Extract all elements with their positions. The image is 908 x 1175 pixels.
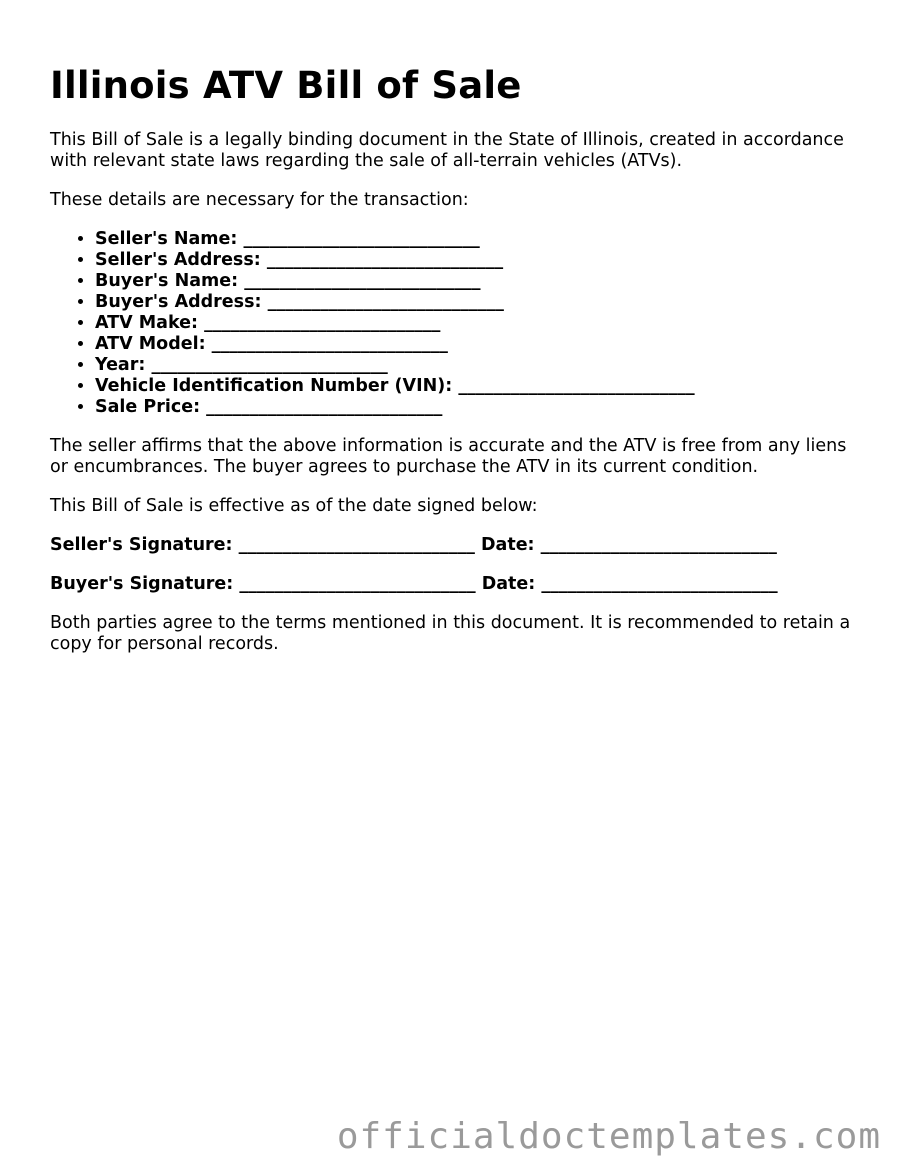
watermark: officialdoctemplates.com [336,1116,881,1157]
field-sellers-address: • Seller's Address: ___________________________ [95,250,860,271]
seller-signature-line: Seller's Signature: ___________________________ Date: ___________________________ [50,535,777,555]
field-sellers-name: • Seller's Name: ___________________________ [95,229,860,250]
buyer-signature-line: Buyer's Signature: ___________________________ Date: ___________________________ [50,574,778,594]
field-atv-make: • ATV Make: ___________________________ [95,313,860,334]
field-year: • Year: ___________________________ [95,355,860,376]
field-vin: • Vehicle Identification Number (VIN): ___________________________ [95,376,860,397]
field-list [50,229,860,418]
field-buyers-name: • Buyer's Name: ___________________________ [95,271,860,292]
field-atv-model: • ATV Model: ___________________________ [95,334,860,355]
affirmation-paragraph: The seller affirms that the above information is accurate and the ATV is free from any liens or encumbrances. The buyer agrees to purchase the ATV in its current condition. [50,436,847,477]
field-buyers-address: • Buyer's Address: ___________________________ [95,292,860,313]
closing-paragraph: Both parties agree to the terms mentioned in this document. It is recommended to retain a copy for personal records. [50,613,851,654]
effective-paragraph: This Bill of Sale is effective as of the date signed below: [50,496,538,516]
details-intro: These details are necessary for the transaction: [50,190,469,210]
page-title: Illinois ATV Bill of Sale [50,64,522,107]
intro-paragraph: This Bill of Sale is a legally binding document in the State of Illinois, created in accordance with relevant state laws regarding the sale of all-terrain vehicles (ATVs). [50,130,844,171]
field-sale-price: • Sale Price: ___________________________ [95,397,860,418]
document-body [50,64,860,673]
